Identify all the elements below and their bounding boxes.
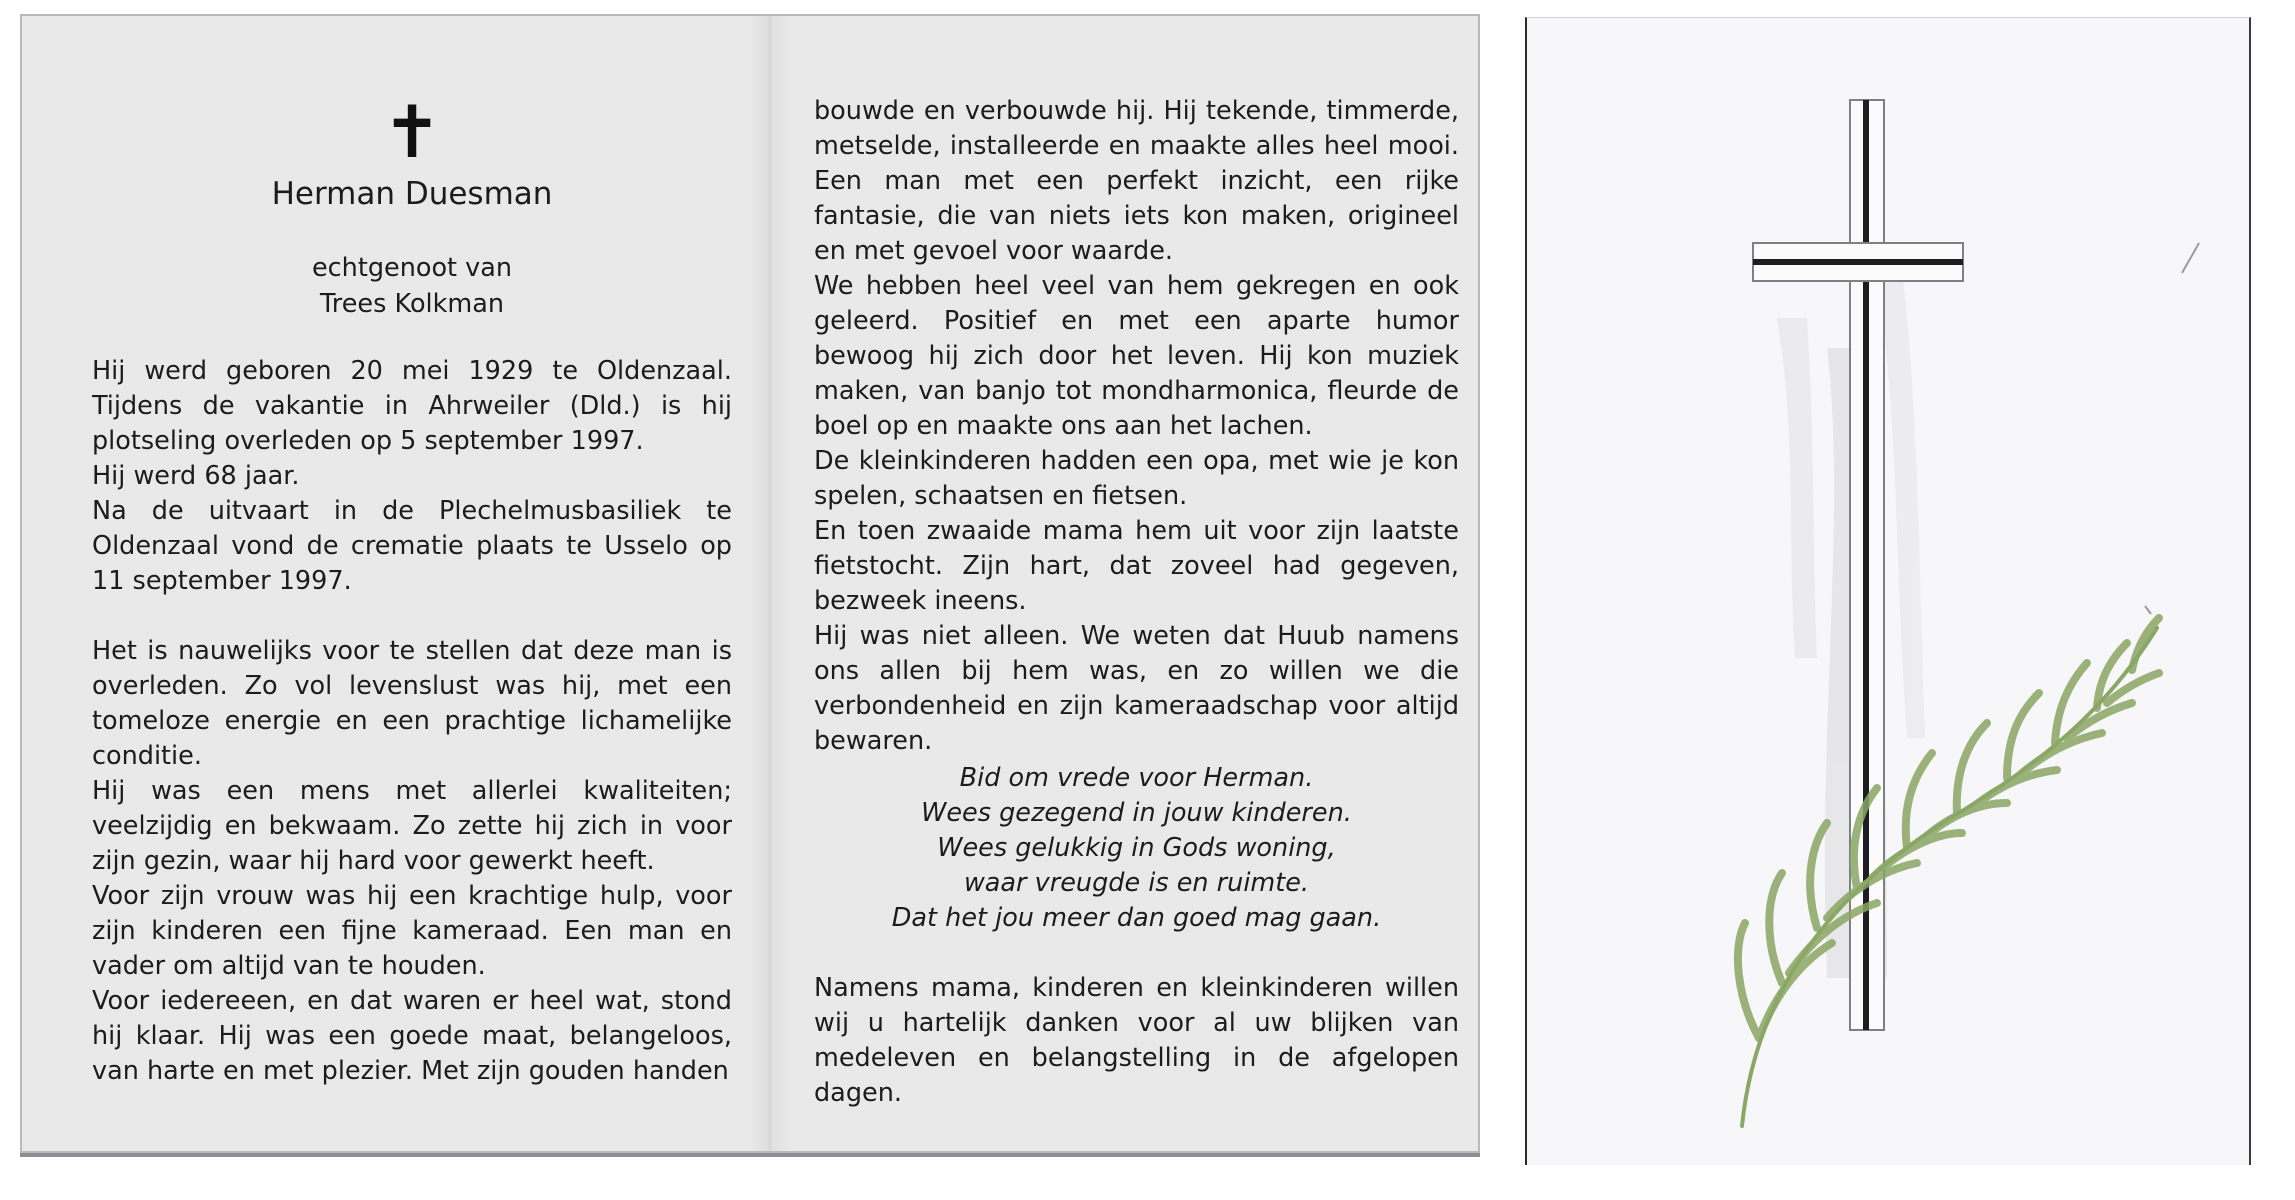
- spouse-info: [92, 250, 732, 322]
- right-page: [814, 94, 1459, 1111]
- paragraph-tribute-1: Het is nauwelijks voor te stellen dat deze man is overleden. Zo vol levenslust was hij, met een tomeloze energie en een prachtige lichamelijke conditie.: [92, 636, 732, 771]
- closing-thanks: Namens mama, kinderen en kleinkinderen willen wij u hartelijk danken voor al uw blijken van medeleven en belangstelling in de afgelopen dagen.: [814, 973, 1459, 1108]
- paragraph-tribute-3: Voor zijn vrouw was hij een krachtige hulp, voor zijn kinderen een fijne kameraad. Een man en vader om altijd van te houden.: [92, 881, 732, 981]
- paragraph-funeral: Na de uitvaart in de Plechelmusbasiliek te Oldenzaal vond de crematie plaats te Usselo op 11 september 1997.: [92, 496, 732, 596]
- paragraph-tribute-7: De kleinkinderen hadden een opa, met wie je kon spelen, schaatsen en fietsen.: [814, 446, 1459, 511]
- prayer: [814, 761, 1459, 936]
- prayer-line: Bid om vrede voor Herman.: [959, 763, 1314, 793]
- paragraph-tribute-4: Voor iedereeen, en dat waren er heel wat, stond hij klaar. Hij was een goede maat, belangeloos, van harte en met plezier. Met zijn gouden handen: [92, 986, 732, 1086]
- card-fold: [750, 16, 790, 1151]
- prayer-line: waar vreugde is en ruimte.: [963, 868, 1310, 898]
- prayer-line: Dat het jou meer dan goed mag gaan.: [891, 903, 1382, 933]
- paragraph-age: Hij werd 68 jaar.: [92, 461, 300, 491]
- paragraph-tribute-8: En toen zwaaide mama hem uit voor zijn laatste fietstocht. Zijn hart, dat zoveel had gegeven, bezweek ineens.: [814, 516, 1459, 616]
- prayer-line: Wees gelukkig in Gods woning,: [937, 833, 1336, 863]
- paragraph-tribute-5: bouwde en verbouwde hij. Hij tekende, timmerde, metselde, installeerde en maakte alles heel mooi. Een man met een perfekt inzicht, een rijke fantasie, die van niets iets kon maken, origineel en met gevoel voor waarde.: [814, 96, 1459, 266]
- palm-branch-icon: [1738, 618, 2159, 1126]
- spouse-relation: echtgenoot van: [311, 253, 513, 283]
- paragraph-birth: Hij werd geboren 20 mei 1929 te Oldenzaal. Tijdens de vakantie in Ahrweiler (Dld.) is hij plotseling overleden op 5 september 1997.: [92, 356, 732, 456]
- stray-marks: [2145, 243, 2199, 614]
- paragraph-tribute-2: Hij was een mens met allerlei kwaliteiten; veelzijdig en bekwaam. Zo zette hij zich in voor zijn gezin, waar hij hard voor gewerkt heeft.: [92, 776, 732, 876]
- memorial-card-inside: [20, 14, 1480, 1153]
- front-illustration: [1527, 18, 2249, 1166]
- prayer-line: Wees gezegend in jouw kinderen.: [921, 798, 1352, 828]
- spacer: [92, 599, 732, 634]
- deceased-name: Herman Duesman: [271, 176, 553, 212]
- spouse-name: Trees Kolkman: [319, 289, 505, 319]
- paragraph-tribute-6: We hebben heel veel van hem gekregen en ook geleerd. Positief en met een aparte humor bewoog hij zich door het leven. Hij kon muziek maken, van banjo tot mondharmonica, fleurde de boel op en maakte ons aan het lachen.: [814, 271, 1459, 441]
- latin-cross-icon: ✝: [381, 90, 443, 174]
- paragraph-tribute-9: Hij was niet alleen. We weten dat Huub namens ons allen bij hem was, en zo willen we die verbondenheid en zijn kameraadschap voor altijd bewaren.: [814, 621, 1459, 756]
- left-page: [92, 90, 732, 1089]
- memorial-card-front: [1525, 17, 2251, 1165]
